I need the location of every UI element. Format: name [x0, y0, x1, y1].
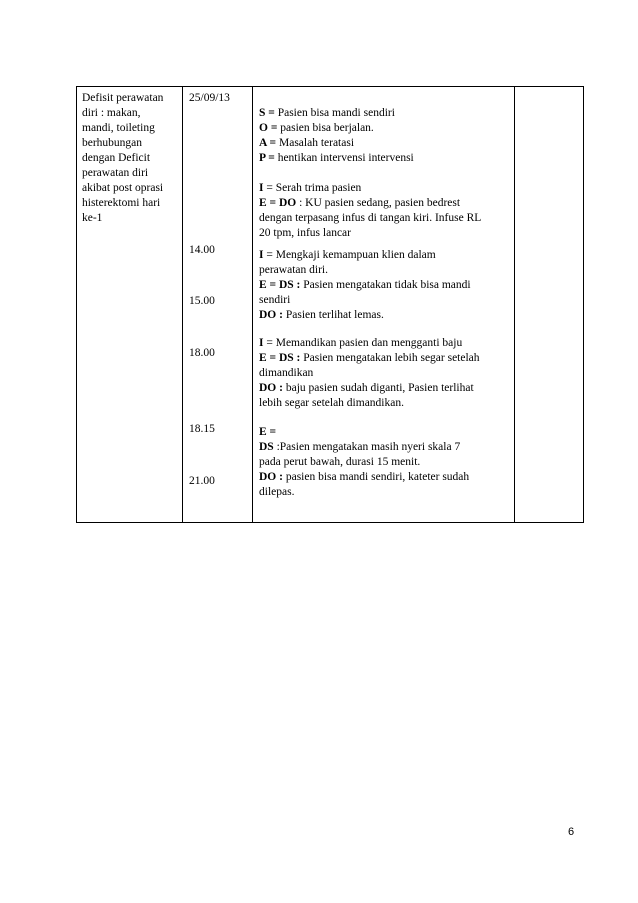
date-cell: 25/09/13 [189, 92, 230, 104]
entry-line: pada perut bawah, durasi 15 menit. [259, 456, 421, 468]
time-cell: 18.00 [189, 347, 215, 359]
diagnosis-line: akibat post oprasi [82, 182, 164, 194]
diagnosis-line: perawatan diri [82, 167, 149, 179]
i-text: = Memandikan pasien dan mengganti baju [263, 337, 463, 349]
i-label: I [259, 182, 264, 194]
p-label: P = [259, 152, 275, 164]
entry-line: lebih segar setelah dimandikan. [259, 397, 404, 409]
entry-line: perawatan diri. [259, 264, 328, 276]
time-cell: 18.15 [189, 423, 215, 435]
diagnosis-line: histerektomi hari [82, 197, 161, 209]
o-label: O = [259, 122, 278, 134]
e-text: Pasien mengatakan lebih segar setelah [300, 352, 480, 364]
e-text: : KU pasien sedang, pasien bedrest [296, 197, 461, 209]
do-label: DO : [259, 309, 283, 321]
column-divider [182, 87, 183, 522]
e-text: Pasien mengatakan tidak bisa mandi [300, 279, 471, 291]
e-label: E = DS : [259, 279, 301, 291]
i-label: I [259, 249, 264, 261]
do-text: pasien bisa mandi sendiri, kateter sudah [282, 471, 470, 483]
ds-label: DS [259, 441, 274, 453]
e-label: E = [259, 426, 277, 438]
entry-line: dimandikan [259, 367, 314, 379]
nursing-record-table [76, 86, 584, 523]
entry-block [259, 425, 514, 500]
column-divider [252, 87, 253, 522]
e-label: E = DS : [259, 352, 301, 364]
o-text: pasien bisa berjalan. [277, 122, 374, 134]
entry-block [259, 336, 514, 411]
s-text: Pasien bisa mandi sendiri [274, 107, 395, 119]
diagnosis-line: Defisit perawatan [82, 92, 164, 104]
time-cell: 21.00 [189, 475, 215, 487]
diagnosis-line: dengan Deficit [82, 152, 151, 164]
i-text: = Mengkaji kemampuan klien dalam [263, 249, 436, 261]
entry-line: sendiri [259, 294, 291, 306]
diagnosis-line: mandi, toileting [82, 122, 155, 134]
i-text: = Serah trima pasien [263, 182, 362, 194]
p-text: hentikan intervensi intervensi [274, 152, 414, 164]
a-text: Masalah teratasi [276, 137, 355, 149]
diagnosis-line: diri : makan, [82, 107, 141, 119]
do-text: Pasien terlihat lemas. [282, 309, 384, 321]
time-cell: 15.00 [189, 295, 215, 307]
page-number: 6 [568, 826, 575, 838]
e-label: E = DO [259, 197, 297, 209]
entry-line: dengan terpasang infus di tangan kiri. Infuse RL [259, 212, 482, 224]
column-divider [514, 87, 515, 522]
entry-block [259, 181, 514, 241]
entry-line: 20 tpm, infus lancar [259, 227, 351, 239]
time-cell: 14.00 [189, 244, 215, 256]
soap-block [259, 106, 514, 166]
i-label: I [259, 337, 264, 349]
diagnosis-line: ke-1 [82, 212, 103, 224]
a-label: A = [259, 137, 277, 149]
entry-line: dilepas. [259, 486, 295, 498]
diagnosis-cell [82, 91, 180, 226]
s-label: S = [259, 107, 275, 119]
do-text: baju pasien sudah diganti, Pasien terlihat [282, 382, 474, 394]
do-label: DO : [259, 382, 283, 394]
do-label: DO : [259, 471, 283, 483]
diagnosis-line: berhubungan [82, 137, 143, 149]
entry-block [259, 248, 514, 323]
ds-text: :Pasien mengatakan masih nyeri skala 7 [273, 441, 461, 453]
